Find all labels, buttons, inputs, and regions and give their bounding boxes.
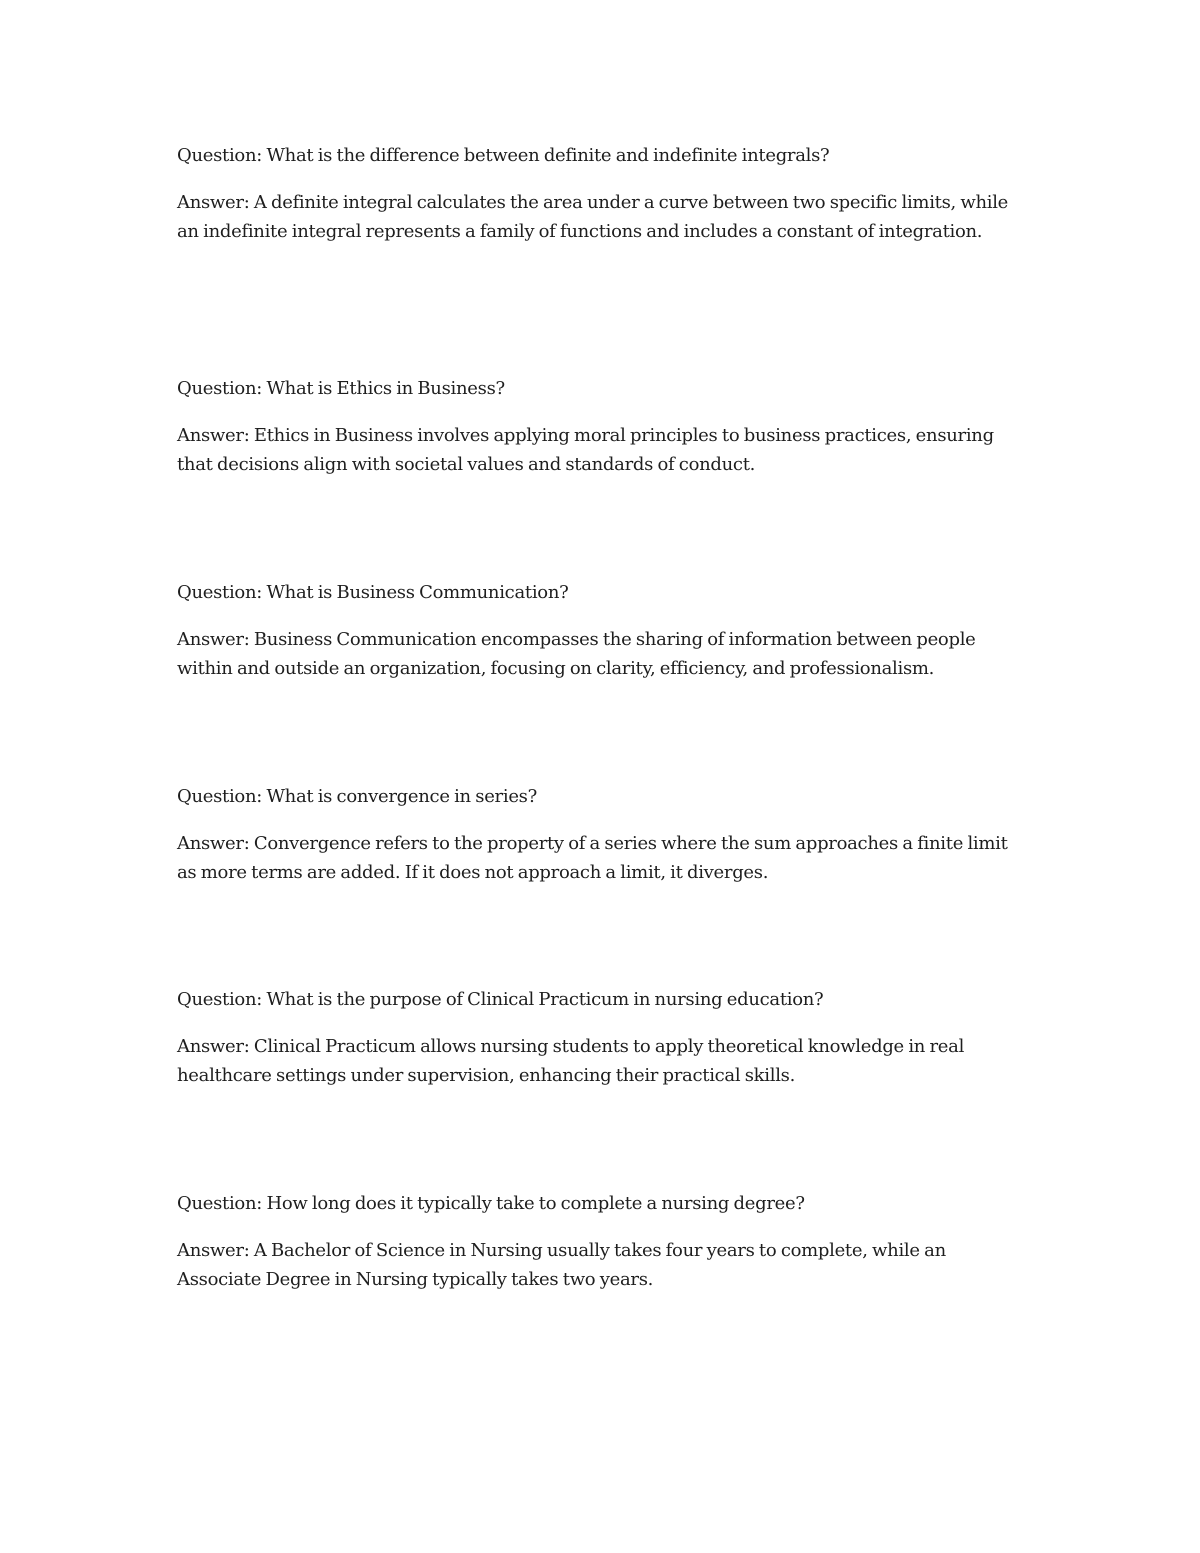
answer-text: Answer: A Bachelor of Science in Nursing usually takes four years to complete, while an Associate Degree in Nursing typically takes two years. — [177, 1240, 946, 1290]
answer-text: Answer: Clinical Practicum allows nursing students to apply theoretical knowledge in real healthcare settings under supervision, enhancing their practical skills. — [177, 1036, 965, 1086]
question-text: Question: What is the purpose of Clinical Practicum in nursing education? — [177, 989, 824, 1010]
answer-text: Answer: Business Communication encompasses the sharing of information between people within and outside an organization, focusing on clarity, efficiency, and professionalism. — [177, 629, 976, 679]
qa-block — [177, 578, 1027, 683]
question-text: Question: What is convergence in series? — [177, 786, 537, 807]
answer-text: Answer: A definite integral calculates the area under a curve between two specific limits, while an indefinite integral represents a family of functions and includes a constant of integration. — [177, 192, 1009, 242]
question-text: Question: What is the difference between definite and indefinite integrals? — [177, 145, 830, 166]
qa-block — [177, 141, 1027, 246]
answer-text: Answer: Convergence refers to the property of a series where the sum approaches a finite limit as more terms are added. If it does not approach a limit, it diverges. — [177, 833, 1008, 883]
qa-block — [177, 1189, 1027, 1294]
qa-block — [177, 374, 1027, 479]
answer-text: Answer: Ethics in Business involves applying moral principles to business practices, ensuring that decisions align with societal values and standards of conduct. — [177, 425, 994, 475]
qa-block — [177, 985, 1027, 1090]
qa-block — [177, 782, 1027, 887]
question-text: Question: How long does it typically take to complete a nursing degree? — [177, 1193, 805, 1214]
question-text: Question: What is Ethics in Business? — [177, 378, 505, 399]
question-text: Question: What is Business Communication? — [177, 582, 569, 603]
